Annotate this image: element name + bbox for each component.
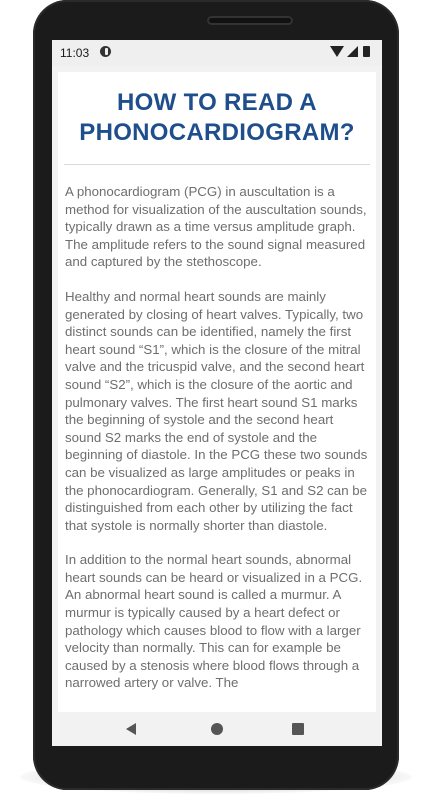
back-triangle-icon[interactable] <box>126 723 136 735</box>
home-circle-icon[interactable] <box>211 723 223 735</box>
cell-signal-icon <box>347 46 358 57</box>
paragraph-3: In addition to the normal heart sounds, abnormal heart sounds can be heard or visualized in a PCG. An abnormal heart sound is called a murmur. A murmur is typically caused by a heart defect or pathology which causes blood to flow with a larger velocity than normally. This can for example be caused by a stenosis where blood flows through a narrowed artery or valve. The <box>65 552 363 691</box>
screen <box>52 40 382 746</box>
status-bar <box>52 40 382 66</box>
article-body <box>58 165 376 692</box>
paragraph-1: A phonocardiogram (PCG) in auscultation is a method for visualization of the auscultation sounds, typically drawn as a time versus amplitude graph. The amplitude refers to the sound signal measured and captured by the stethoscope. <box>65 184 367 270</box>
status-time: 11:03 <box>60 46 90 60</box>
navigation-bar <box>52 712 382 746</box>
app-notification-icon <box>100 46 111 57</box>
paragraph-2: Healthy and normal heart sounds are mainly generated by closing of heart valves. Typically, two distinct sounds can be identified, namely the first heart sound “S1”, which is the closure of the mitral valve and the tricuspid valve, and the second heart sound “S2”, which is the closure of the aortic and pulmonary valves. The first heart sound S1 marks the beginning of systole and the second heart sound S2 marks the end of systole and the beginning of diastole. In the PCG these two sounds can be visualized as large amplitudes or peaks in the phonocardiogram. Generally, S1 and S2 can be distinguished from each other by utilizing the fact that systole is normally shorter than diastole. <box>65 288 368 533</box>
article-title: HOW TO READ A PHONOCARDIOGRAM? <box>79 89 355 146</box>
speaker-grille <box>207 16 293 25</box>
article-card[interactable] <box>58 72 376 712</box>
wifi-icon <box>330 46 344 57</box>
system-icons <box>330 46 374 58</box>
recents-square-icon[interactable] <box>292 723 304 735</box>
battery-icon <box>363 46 370 57</box>
